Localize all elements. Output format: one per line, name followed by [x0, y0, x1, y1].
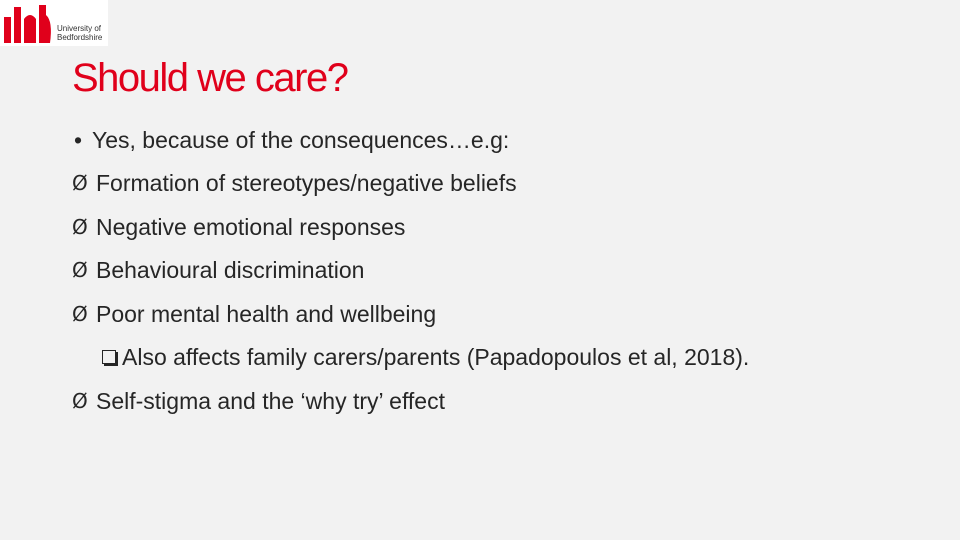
arrow-bullet-icon: Ø — [72, 301, 88, 326]
sub-bullet-item — [72, 336, 942, 380]
bullet-text: Negative emotional responses — [96, 213, 406, 240]
slide-title: Should we care? — [72, 56, 348, 100]
bullet-dot-icon: • — [74, 126, 83, 153]
bullet-text: Also affects family carers/parents (Papadopoulos et al, 2018). — [122, 344, 750, 371]
bullet-item — [72, 118, 942, 162]
arrow-bullet-icon: Ø — [72, 258, 88, 283]
arrow-bullet-icon: Ø — [72, 214, 88, 239]
bullet-text: Behavioural discrimination — [96, 257, 365, 284]
arrow-bullet-icon: Ø — [72, 388, 88, 413]
bullet-text: Yes, because of the consequences…e.g: — [92, 126, 510, 153]
university-logo — [0, 0, 108, 46]
bullet-text: Poor mental health and wellbeing — [96, 300, 437, 327]
arrow-bullet-icon: Ø — [72, 171, 88, 196]
bullet-item — [72, 249, 942, 293]
bullet-item — [72, 162, 942, 206]
bullet-item — [72, 205, 942, 249]
bullet-item — [72, 292, 942, 336]
logo-wordmark — [57, 24, 107, 42]
bullet-text: Self-stigma and the ‘why try’ effect — [96, 387, 445, 414]
bullet-list — [72, 118, 942, 423]
university-logo-icon — [2, 3, 54, 45]
logo-text-line1: University of — [57, 24, 102, 33]
bullet-item — [72, 379, 942, 423]
bullet-text: Formation of stereotypes/negative beliefs — [96, 170, 517, 197]
checkbox-bullet-icon — [102, 350, 116, 364]
logo-text-line2: Bedfordshire — [57, 33, 103, 42]
